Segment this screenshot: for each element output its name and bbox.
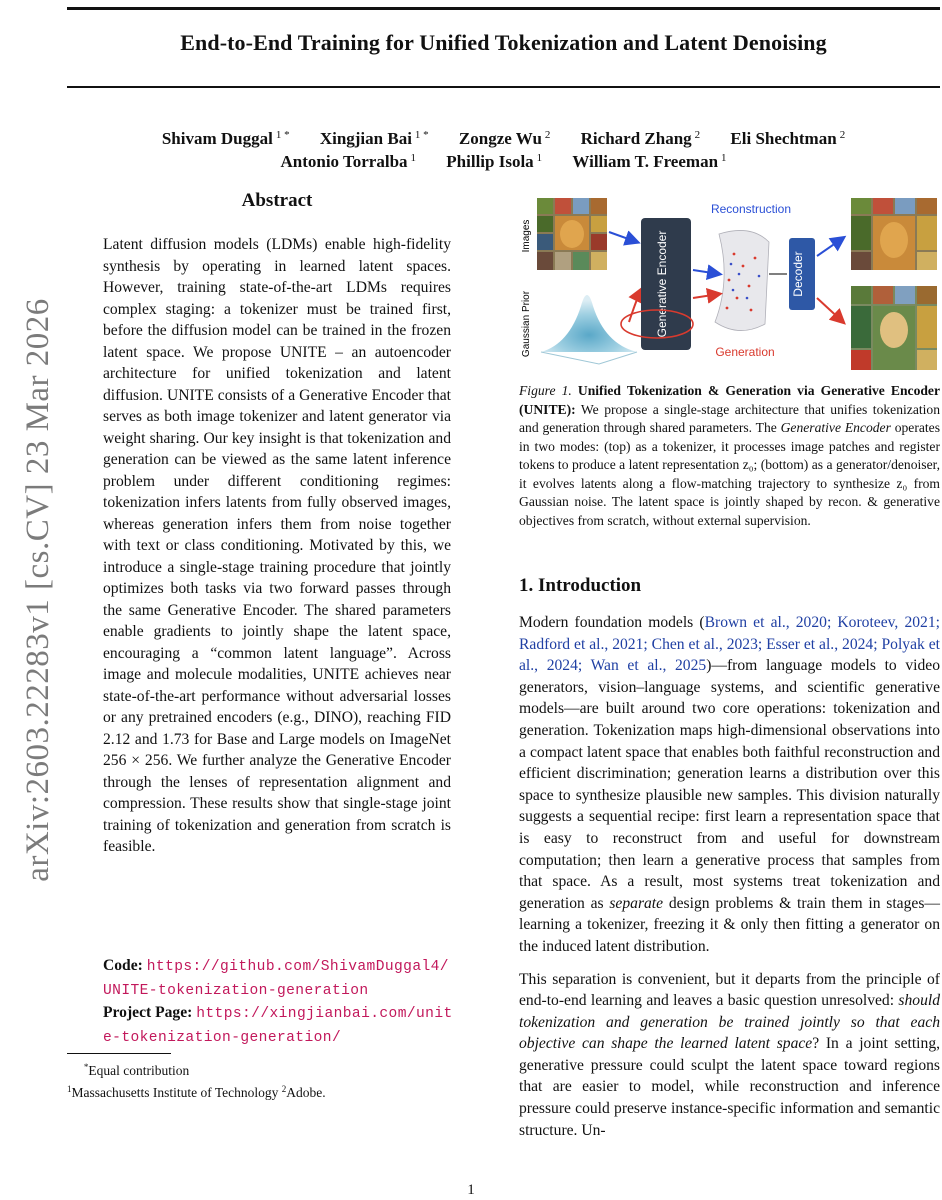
gaussian-label: Gaussian Prior <box>521 290 532 358</box>
project-line <box>103 1002 453 1049</box>
author: Phillip Isola $^1$ <box>446 152 543 171</box>
generation-label: Generation <box>715 345 775 359</box>
top-rule <box>67 7 940 10</box>
reconstruction-arrow <box>817 238 843 256</box>
code-label: Code: <box>103 957 143 974</box>
noise-arrow <box>629 290 641 322</box>
gaussian-prior <box>541 295 637 364</box>
encoder-to-latent-arrow <box>693 270 719 274</box>
generation-arrow <box>817 298 843 322</box>
caption-text-2: operates in two modes: (top) as a tokenizer, it processes image patches and register tokens to produce a latent representation z₀; (bottom) as a generator/denoiser, it evolves latents along a flow-matching trajectory to synthesize z₀ from Gaussian noise. The latent space is jointly shaped by recon. & generative objectives from scratch, without external supervision. <box>519 420 940 528</box>
paper-title: End-to-End Training for Unified Tokenization and Latent Denoising <box>180 30 827 55</box>
links-block <box>103 955 453 1049</box>
author-row-2 <box>67 146 940 174</box>
generated-images-grid <box>851 286 937 370</box>
page-number: 1 <box>467 1182 475 1198</box>
author: Xingjian Bai $^{1 *}$ <box>319 129 429 148</box>
figure-1 <box>519 194 940 372</box>
encoder-label: Generative Encoder <box>655 230 669 338</box>
footnote-affiliations: $^1$Massachusetts Institute of Technology $^2$Adobe. <box>67 1084 326 1100</box>
intro-section <box>519 612 940 1152</box>
author: Richard Zhang $^2$ <box>580 129 701 148</box>
author: Shivam Duggal $^{1 *}$ <box>161 129 290 148</box>
intro-heading: 1. Introduction <box>519 575 642 596</box>
abstract-heading: Abstract <box>241 190 313 211</box>
figure-caption <box>519 382 940 530</box>
footnote-rule <box>67 1053 171 1054</box>
footnote-equal: *Equal contribution <box>83 1062 190 1078</box>
author: William T. Freeman $^1$ <box>572 152 727 171</box>
project-link[interactable]: https://xingjianbai.com/unite-tokenization-generation/ <box>103 1006 453 1046</box>
decoder-label: Decoder <box>791 251 805 297</box>
latent-space-cloud <box>715 230 769 330</box>
caption-label: Figure 1. <box>519 383 572 398</box>
intro-paragraph-2: This separation is convenient, but it departs from the principle of end-to-end learning and leaves a basic question unresolved: should tokenization and generation be trained jointly so that each objective can shape the learned latent space? In a joint setting, generative pressure could sculpt the latent space toward regions that are easier to model, while reconstruction and inference pressure could preserve instance-specific information and semantic structure. Un- <box>519 970 941 1139</box>
code-link[interactable]: https://github.com/ShivamDuggal4/UNITE-tokenization-generation <box>103 959 449 999</box>
input-arrow <box>609 232 637 242</box>
images-label: Images <box>521 219 532 253</box>
arxiv-stamp: arXiv:2603.22283v1 [cs.CV] 23 Mar 2026 <box>20 298 56 882</box>
encoder-to-latent-gen-arrow <box>693 294 719 298</box>
reconstruction-label: Reconstruction <box>710 202 792 216</box>
abstract-section <box>103 190 451 858</box>
caption-text-1: We propose a single-stage architecture that unifies tokenization and generation through shared parameters. The <box>519 401 940 435</box>
caption-italic: Generative Encoder <box>780 420 891 435</box>
input-images-grid <box>537 198 607 270</box>
caption-bold: Unified Tokenization & Generation via Generative Encoder (UNITE): <box>519 383 940 417</box>
author: Zongze Wu $^2$ <box>458 129 551 148</box>
author: Antonio Torralba $^1$ <box>280 152 417 171</box>
footnotes <box>67 1058 467 1102</box>
intro-paragraph-1: Modern foundation models (Brown et al., 2020; Koroteev, 2021; Radford et al., 2021; Chen et al., 2023; Esser et al., 2024; Polyak et al., 2024; Wan et al., 2025)—from language models to video generators, vision–language systems, and scientific generative models—are built around two core operations: tokenization and generation. Tokenization maps high-dimensional observations into a compact latent space that enables both faithful reconstruction and efficient discrimination; generation learns a distribution over this space to synthesize plausible new samples. This division naturally suggests a sequential recipe: first learn a representation space that is easy to reconstruct from and useful for downstream computation; then learn a generative process that samples from that space. As a result, most systems treat tokenization and generation as separate design problems & train them in stages—learning a tokenizer, freezing it & only then fitting a generator on the induced latent distribution. <box>519 614 940 955</box>
code-line <box>103 955 453 1002</box>
project-label: Project Page: <box>103 1004 193 1021</box>
citation-links[interactable]: Brown et al., 2020; Koroteev, 2021; Radford et al., 2021; Chen et al., 2023; Esser et al., 2024; Polyak et al., 2024; Wan et al., 2025 <box>519 614 940 675</box>
abstract-text: Latent diffusion models (LDMs) enable high-fidelity synthesis by operating in learned latent spaces. However, training state-of-the-art LDMs requires complex staging: a tokenizer must be trained first, before the diffusion model can be trained in the frozen latent space. We propose UNITE – an autoencoder architecture for unified tokenization and latent diffusion. UNITE consists of a Generative Encoder that serves as both image tokenizer and latent generator via weight sharing. Our key insight is that tokenization and generation can be viewed as the same latent inference problem under different conditioning regimes: tokenization infers latents from fully observed images, whereas generation infers them from noise together with text or class conditioning. Motivated by this, we introduce a single-stage training procedure that jointly optimizes both tasks via two forward passes through the same Generative Encoder. The shared parameters enable gradients to jointly shape the latent space, encouraging a “common latent language”. Across image and molecule modalities, UNITE achieves near state-of-the-art performance without adversarial losses or any pretrained encoders (e.g., DINO), reaching FID 2.12 and 1.73 for Base and Large models on ImageNet 256 × 256. We further analyze the Generative Encoder through the lenses of representation alignment and compression. These results show that single-stage joint training of tokenization and generation from scratch is feasible. <box>103 236 451 855</box>
author: Eli Shechtman $^2$ <box>730 129 846 148</box>
reconstructed-images-grid <box>851 198 937 270</box>
title-rule <box>67 86 940 88</box>
